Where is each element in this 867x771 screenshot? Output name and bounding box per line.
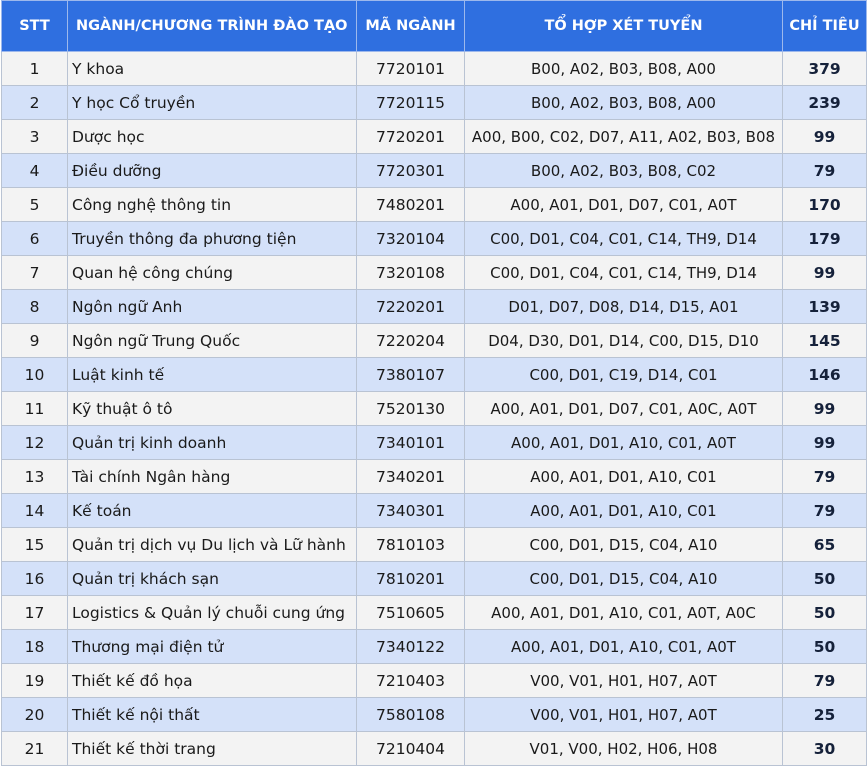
cell-quota: 79 (783, 664, 867, 698)
cell-program: Y học Cổ truyền (68, 86, 357, 120)
cell-code: 7220201 (357, 290, 465, 324)
table-body (2, 52, 867, 766)
table-row (2, 222, 867, 256)
cell-stt: 9 (2, 324, 68, 358)
cell-quota: 79 (783, 460, 867, 494)
table-row (2, 460, 867, 494)
cell-code: 7520130 (357, 392, 465, 426)
cell-stt: 5 (2, 188, 68, 222)
cell-program: Thiết kế thời trang (68, 732, 357, 766)
cell-combo: A00, A01, D01, A10, C01 (465, 460, 783, 494)
table-row (2, 528, 867, 562)
table-row (2, 392, 867, 426)
cell-quota: 170 (783, 188, 867, 222)
cell-program: Logistics & Quản lý chuỗi cung ứng (68, 596, 357, 630)
cell-stt: 12 (2, 426, 68, 460)
cell-program: Quản trị dịch vụ Du lịch và Lữ hành (68, 528, 357, 562)
cell-stt: 21 (2, 732, 68, 766)
cell-combo: B00, A02, B03, B08, A00 (465, 52, 783, 86)
cell-quota: 25 (783, 698, 867, 732)
header-quota: CHỈ TIÊU (783, 1, 867, 52)
cell-combo: D01, D07, D08, D14, D15, A01 (465, 290, 783, 324)
cell-code: 7320104 (357, 222, 465, 256)
table-row (2, 596, 867, 630)
cell-program: Quản trị khách sạn (68, 562, 357, 596)
cell-combo: V00, V01, H01, H07, A0T (465, 664, 783, 698)
cell-quota: 379 (783, 52, 867, 86)
cell-code: 7320108 (357, 256, 465, 290)
cell-quota: 79 (783, 154, 867, 188)
cell-code: 7210403 (357, 664, 465, 698)
cell-program: Kế toán (68, 494, 357, 528)
cell-quota: 30 (783, 732, 867, 766)
cell-stt: 13 (2, 460, 68, 494)
cell-program: Thương mại điện tử (68, 630, 357, 664)
cell-program: Quan hệ công chúng (68, 256, 357, 290)
cell-program: Truyền thông đa phương tiện (68, 222, 357, 256)
cell-combo: A00, A01, D01, A10, C01, A0T (465, 426, 783, 460)
cell-program: Quản trị kinh doanh (68, 426, 357, 460)
cell-code: 7720301 (357, 154, 465, 188)
table-row (2, 698, 867, 732)
cell-program: Dược học (68, 120, 357, 154)
table-row (2, 52, 867, 86)
cell-quota: 65 (783, 528, 867, 562)
cell-quota: 50 (783, 596, 867, 630)
cell-combo: C00, D01, C04, C01, C14, TH9, D14 (465, 222, 783, 256)
cell-quota: 179 (783, 222, 867, 256)
table-row (2, 290, 867, 324)
cell-code: 7480201 (357, 188, 465, 222)
cell-code: 7720201 (357, 120, 465, 154)
cell-combo: V01, V00, H02, H06, H08 (465, 732, 783, 766)
cell-stt: 16 (2, 562, 68, 596)
cell-program: Kỹ thuật ô tô (68, 392, 357, 426)
cell-code: 7510605 (357, 596, 465, 630)
cell-code: 7340122 (357, 630, 465, 664)
cell-stt: 7 (2, 256, 68, 290)
cell-code: 7340201 (357, 460, 465, 494)
cell-quota: 99 (783, 392, 867, 426)
cell-quota: 79 (783, 494, 867, 528)
cell-program: Thiết kế đồ họa (68, 664, 357, 698)
cell-stt: 19 (2, 664, 68, 698)
cell-code: 7810201 (357, 562, 465, 596)
cell-stt: 1 (2, 52, 68, 86)
cell-stt: 14 (2, 494, 68, 528)
table-row (2, 562, 867, 596)
cell-program: Tài chính Ngân hàng (68, 460, 357, 494)
table-row (2, 256, 867, 290)
cell-code: 7380107 (357, 358, 465, 392)
cell-quota: 99 (783, 120, 867, 154)
cell-quota: 99 (783, 256, 867, 290)
cell-stt: 10 (2, 358, 68, 392)
table-row (2, 664, 867, 698)
table-row (2, 426, 867, 460)
table-row (2, 188, 867, 222)
cell-combo: C00, D01, D15, C04, A10 (465, 562, 783, 596)
cell-code: 7210404 (357, 732, 465, 766)
cell-quota: 50 (783, 630, 867, 664)
cell-code: 7340101 (357, 426, 465, 460)
table-row (2, 630, 867, 664)
cell-stt: 11 (2, 392, 68, 426)
cell-program: Ngôn ngữ Trung Quốc (68, 324, 357, 358)
cell-program: Luật kinh tế (68, 358, 357, 392)
cell-stt: 20 (2, 698, 68, 732)
header-stt: STT (2, 1, 68, 52)
cell-code: 7220204 (357, 324, 465, 358)
cell-code: 7720115 (357, 86, 465, 120)
cell-combo: A00, A01, D01, A10, C01, A0T, A0C (465, 596, 783, 630)
cell-stt: 3 (2, 120, 68, 154)
cell-stt: 6 (2, 222, 68, 256)
cell-combo: C00, D01, C19, D14, C01 (465, 358, 783, 392)
header-program: NGÀNH/CHƯƠNG TRÌNH ĐÀO TẠO (68, 1, 357, 52)
table-row (2, 120, 867, 154)
cell-combo: A00, A01, D01, D07, C01, A0T (465, 188, 783, 222)
cell-quota: 139 (783, 290, 867, 324)
cell-quota: 99 (783, 426, 867, 460)
cell-stt: 18 (2, 630, 68, 664)
cell-stt: 2 (2, 86, 68, 120)
cell-stt: 8 (2, 290, 68, 324)
cell-program: Thiết kế nội thất (68, 698, 357, 732)
table-header-row (2, 1, 867, 52)
table-row (2, 358, 867, 392)
cell-program: Ngôn ngữ Anh (68, 290, 357, 324)
cell-combo: B00, A02, B03, B08, C02 (465, 154, 783, 188)
cell-combo: A00, B00, C02, D07, A11, A02, B03, B08 (465, 120, 783, 154)
cell-stt: 15 (2, 528, 68, 562)
cell-combo: A00, A01, D01, D07, C01, A0C, A0T (465, 392, 783, 426)
cell-code: 7720101 (357, 52, 465, 86)
table-row (2, 324, 867, 358)
admissions-table (1, 0, 867, 766)
cell-combo: A00, A01, D01, A10, C01 (465, 494, 783, 528)
cell-combo: D04, D30, D01, D14, C00, D15, D10 (465, 324, 783, 358)
header-combo: TỔ HỢP XÉT TUYỂN (465, 1, 783, 52)
cell-program: Y khoa (68, 52, 357, 86)
cell-program: Công nghệ thông tin (68, 188, 357, 222)
cell-combo: B00, A02, B03, B08, A00 (465, 86, 783, 120)
table-row (2, 494, 867, 528)
cell-quota: 146 (783, 358, 867, 392)
table-row (2, 86, 867, 120)
cell-combo: C00, D01, D15, C04, A10 (465, 528, 783, 562)
table-row (2, 732, 867, 766)
cell-code: 7340301 (357, 494, 465, 528)
cell-stt: 17 (2, 596, 68, 630)
cell-combo: V00, V01, H01, H07, A0T (465, 698, 783, 732)
cell-quota: 145 (783, 324, 867, 358)
table-row (2, 154, 867, 188)
cell-quota: 50 (783, 562, 867, 596)
cell-combo: C00, D01, C04, C01, C14, TH9, D14 (465, 256, 783, 290)
cell-code: 7810103 (357, 528, 465, 562)
header-code: MÃ NGÀNH (357, 1, 465, 52)
cell-combo: A00, A01, D01, A10, C01, A0T (465, 630, 783, 664)
cell-quota: 239 (783, 86, 867, 120)
cell-code: 7580108 (357, 698, 465, 732)
cell-program: Điều dưỡng (68, 154, 357, 188)
cell-stt: 4 (2, 154, 68, 188)
